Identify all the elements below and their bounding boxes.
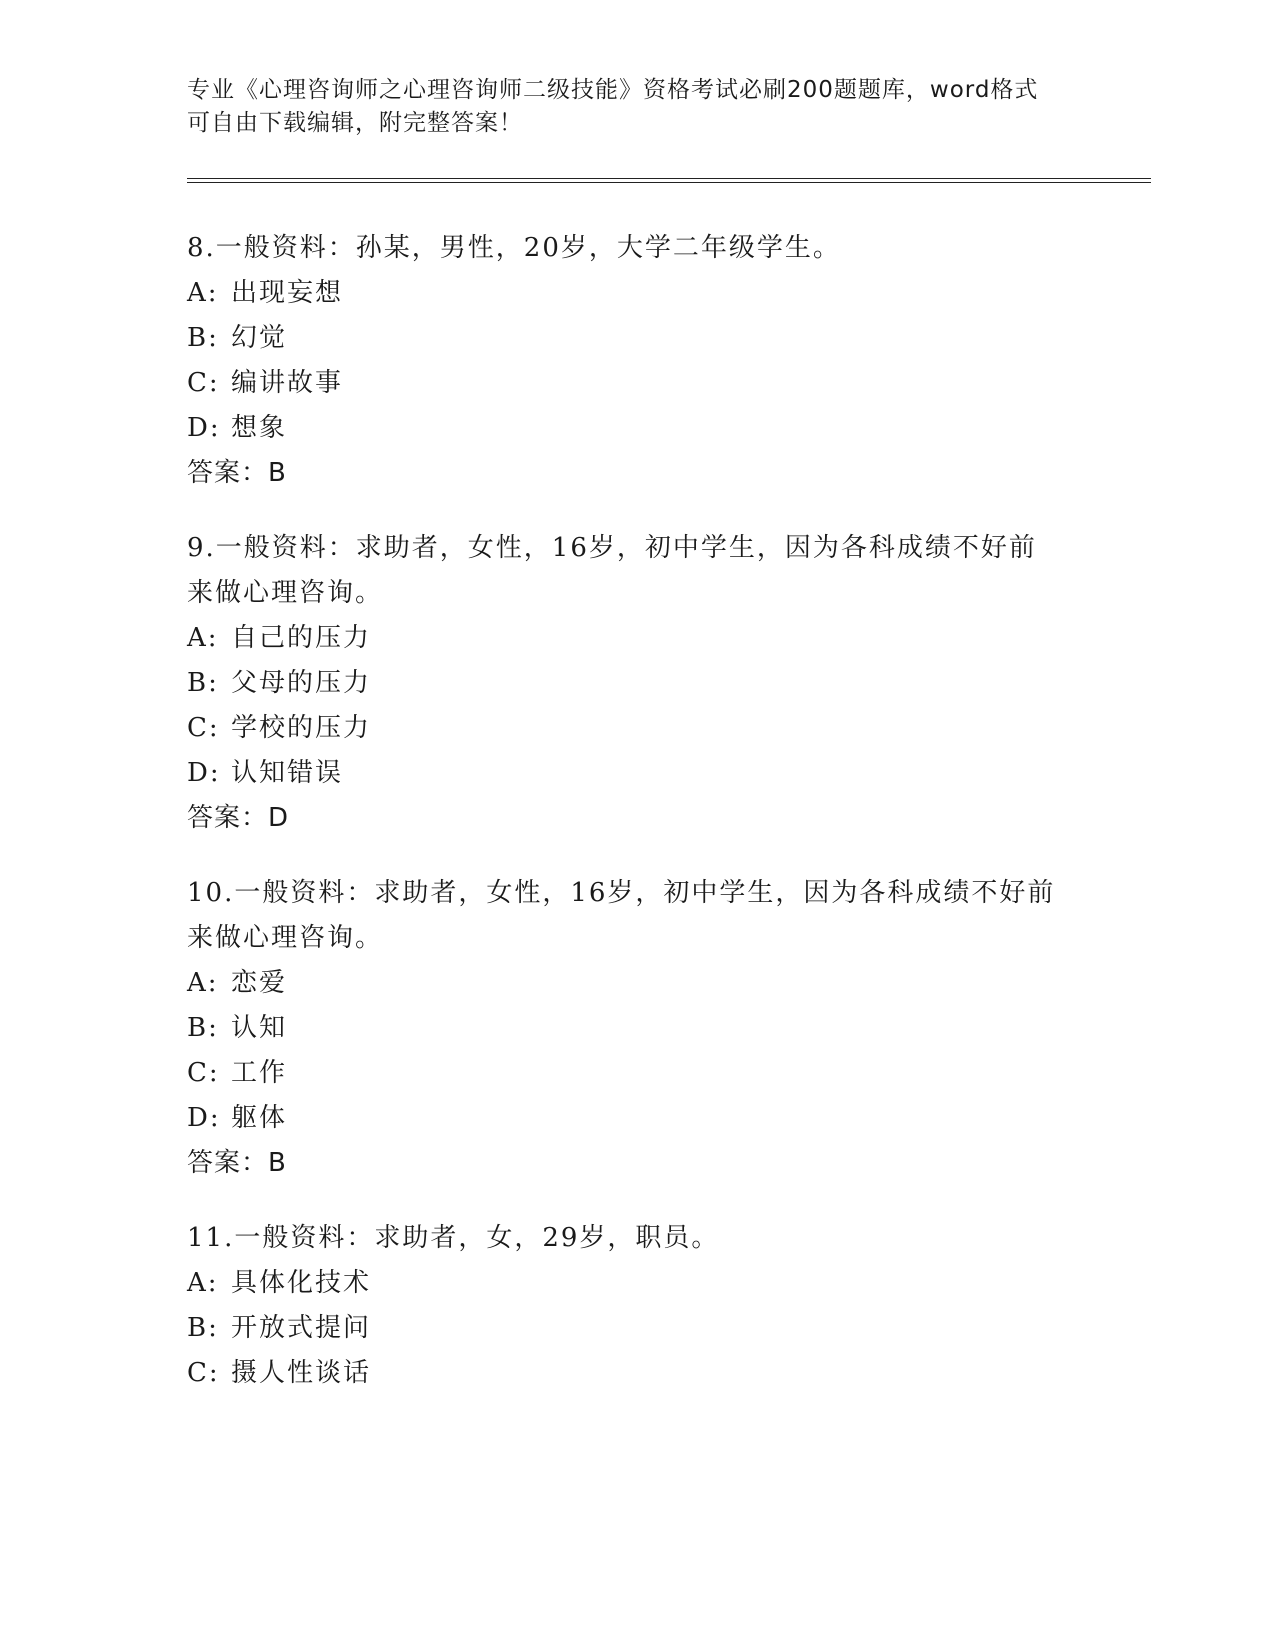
question-list [187,226,1087,1426]
document-header [187,74,1067,140]
option-text: 摄人性谈话 [231,1358,372,1388]
option-text: 编讲故事 [231,368,344,398]
option-label: C: [187,368,220,398]
option-label: D: [187,413,221,443]
question-block [187,1216,1087,1396]
option-d [187,751,1087,796]
question-text [187,1216,1087,1261]
option-label: B: [187,323,219,353]
option-a [187,961,1087,1006]
option-label: A: [187,968,219,998]
question-line: 8.一般资料：孙某，男性，20岁，大学二年级学生。 [187,233,841,263]
option-text: 想象 [231,413,288,443]
option-b [187,316,1087,361]
header-divider-top [187,178,1151,179]
option-a [187,616,1087,661]
question-block [187,226,1087,496]
option-b [187,1006,1087,1051]
option-d [187,1096,1087,1141]
option-text: 认知 [231,1013,288,1043]
option-text: 自己的压力 [231,623,372,653]
question-text [187,526,1087,616]
option-text: 学校的压力 [231,713,372,743]
option-b [187,661,1087,706]
header-line-2: 可自由下载编辑，附完整答案！ [187,110,523,136]
option-label: C: [187,1058,220,1088]
option-b [187,1306,1087,1351]
option-text: 工作 [231,1058,288,1088]
option-text: 幻觉 [231,323,288,353]
option-a [187,271,1087,316]
option-label: A: [187,623,219,653]
question-block [187,871,1087,1186]
option-text: 父母的压力 [231,668,372,698]
option-label: D: [187,1103,221,1133]
option-a [187,1261,1087,1306]
option-label: A: [187,1268,219,1298]
option-text: 开放式提问 [231,1313,372,1343]
question-text [187,871,1087,961]
answer-line: 答案：B [187,458,287,488]
option-text: 出现妄想 [231,278,344,308]
option-label: C: [187,1358,220,1388]
option-label: B: [187,1013,219,1043]
option-c [187,1051,1087,1096]
answer-line: 答案：D [187,803,290,833]
option-label: D: [187,758,221,788]
option-c [187,1351,1087,1396]
header-line-1: 专业《心理咨询师之心理咨询师二级技能》资格考试必刷200题题库，word格式 [187,77,1039,103]
option-c [187,361,1087,406]
option-label: B: [187,1313,219,1343]
question-line: 9.一般资料：求助者，女性，16岁，初中学生，因为各科成绩不好前 [187,533,1037,563]
option-label: B: [187,668,219,698]
question-line: 10.一般资料：求助者，女性，16岁，初中学生，因为各科成绩不好前 [187,878,1056,908]
option-label: A: [187,278,219,308]
option-label: C: [187,713,220,743]
header-divider-bottom [187,182,1151,183]
option-d [187,406,1087,451]
option-text: 认知错误 [231,758,344,788]
question-block [187,526,1087,841]
question-text [187,226,1087,271]
option-text: 躯体 [231,1103,288,1133]
question-line: 来做心理咨询。 [187,578,384,608]
answer-line: 答案：B [187,1148,287,1178]
option-text: 具体化技术 [231,1268,372,1298]
option-c [187,706,1087,751]
option-text: 恋爱 [231,968,288,998]
question-line: 11.一般资料：求助者，女，29岁，职员。 [187,1223,720,1253]
question-line: 来做心理咨询。 [187,923,384,953]
